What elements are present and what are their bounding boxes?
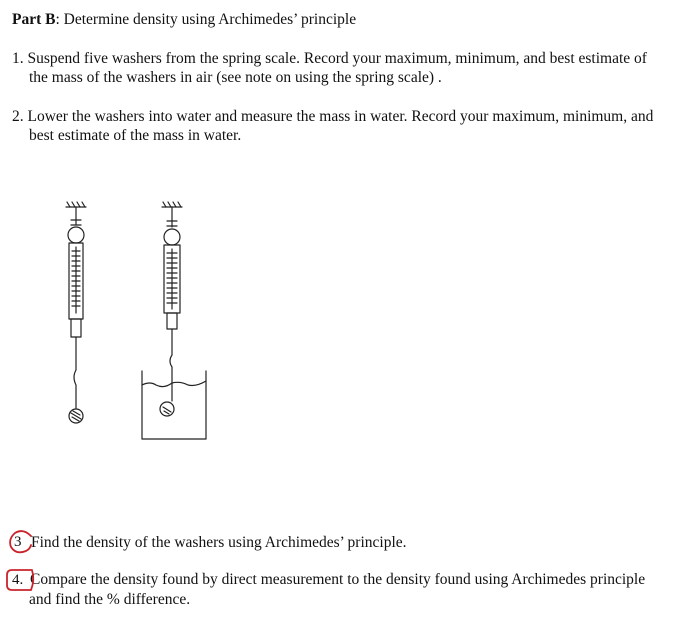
- scale-in-air: [66, 202, 86, 423]
- part-title: : Determine density using Archimedes’ principle: [55, 11, 357, 28]
- step-2-line-1: 2. Lower the washers into water and measure the mass in water. Record your maximum, minimum, and: [12, 108, 654, 125]
- step-4-number: 4.: [12, 572, 24, 588]
- part-label: Part B: [12, 11, 56, 28]
- step-3-text: Find the density of the washers using Archimedes’ principle.: [31, 534, 407, 551]
- part-heading: [12, 11, 356, 29]
- step-3-number: 3: [14, 534, 22, 550]
- step-2-line-2: best estimate of the mass in water.: [29, 127, 242, 144]
- spring-scale-diagram: [50, 195, 220, 445]
- step-4-line-1: Compare the density found by direct measurement to the density found using Archimedes principle: [30, 571, 646, 588]
- step-3: [31, 534, 407, 552]
- step-1-line-2: the mass of the washers in air (see note on using the spring scale) .: [29, 69, 442, 86]
- step-4-line-2: and find the % difference.: [29, 591, 191, 608]
- step-1-line-1: 1. Suspend five washers from the spring scale. Record your maximum, minimum, and best estimate of: [12, 50, 647, 67]
- scale-in-water: [142, 202, 206, 439]
